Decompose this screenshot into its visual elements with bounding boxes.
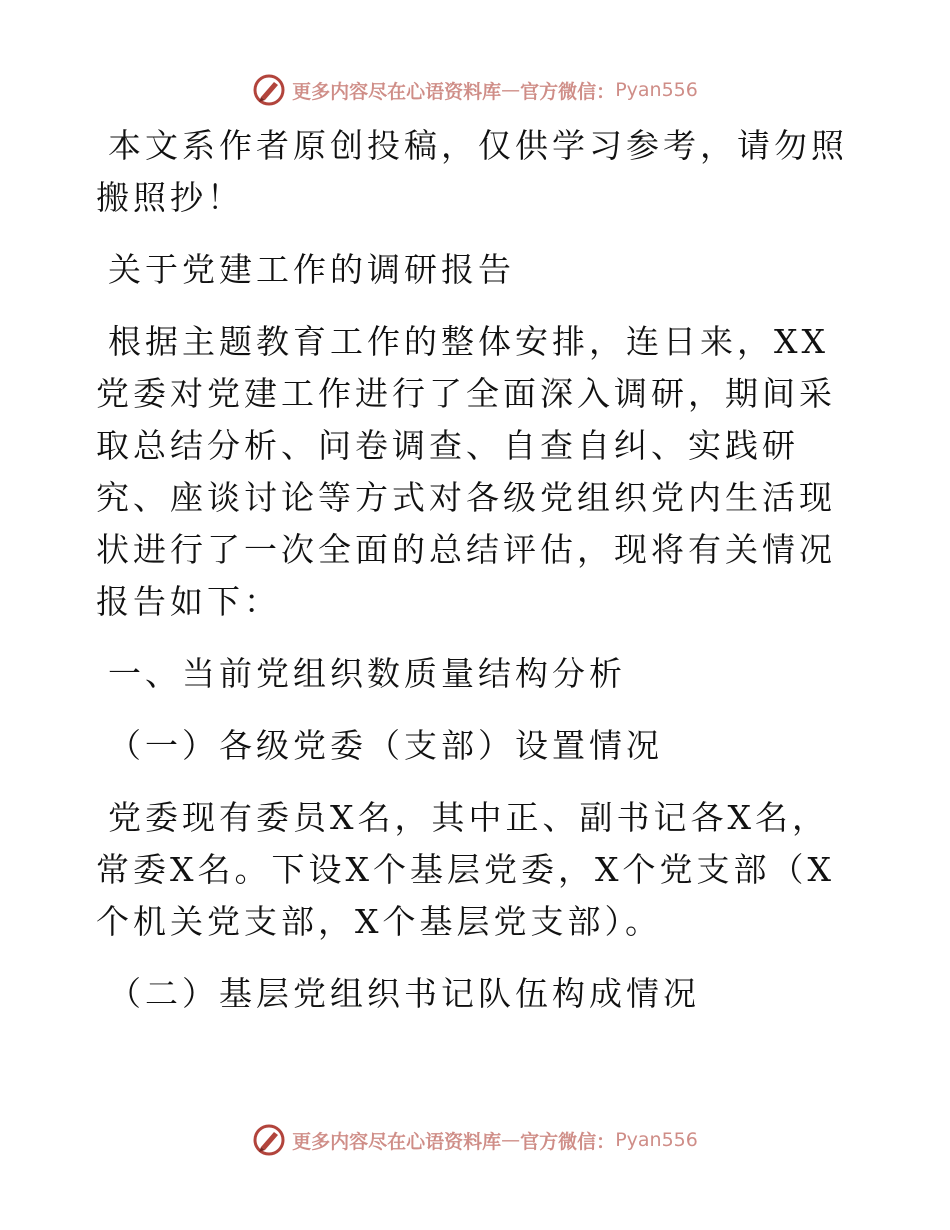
watermark-label: 官方微信： bbox=[520, 1130, 616, 1153]
document-body bbox=[96, 120, 856, 1020]
watermark-dash: — bbox=[501, 1129, 521, 1151]
watermark-label: 官方微信： bbox=[520, 80, 616, 103]
watermark-text: 更多内容尽在心语资料库 bbox=[292, 80, 502, 103]
pen-logo-icon bbox=[252, 73, 286, 107]
watermark-account: Pyan556 bbox=[615, 1129, 698, 1151]
intro-paragraph: 根据主题教育工作的整体安排，连日来，XX党委对党建工作进行了全面深入调研，期间采取总结分析、问卷调查、自查自纠、实践研究、座谈讨论等方式对各级党组织党内生活现状进行了一次全面的总结评估，现将有关情况报告如下： bbox=[96, 322, 836, 621]
committee-paragraph: 党委现有委员X名，其中正、副书记各X名，常委X名。下设X个基层党委，X个党支部（X个机关党支部，X个基层党支部）。 bbox=[96, 798, 835, 941]
pen-logo-icon bbox=[252, 1123, 286, 1157]
disclaimer-paragraph: 本文系作者原创投稿，仅供学习参考，请勿照搬照抄！ bbox=[96, 126, 848, 217]
subsection-heading-2: （二）基层党组织书记队伍构成情况 bbox=[108, 974, 700, 1013]
watermark-header bbox=[0, 70, 950, 110]
document-title: 关于党建工作的调研报告 bbox=[108, 250, 515, 289]
watermark-footer bbox=[0, 1120, 950, 1160]
subsection-heading-1: （一）各级党委（支部）设置情况 bbox=[108, 726, 663, 765]
watermark-dash: — bbox=[501, 79, 521, 101]
watermark-account: Pyan556 bbox=[615, 79, 698, 101]
watermark-text: 更多内容尽在心语资料库 bbox=[292, 1130, 502, 1153]
section-heading-1: 一、当前党组织数质量结构分析 bbox=[108, 654, 626, 693]
